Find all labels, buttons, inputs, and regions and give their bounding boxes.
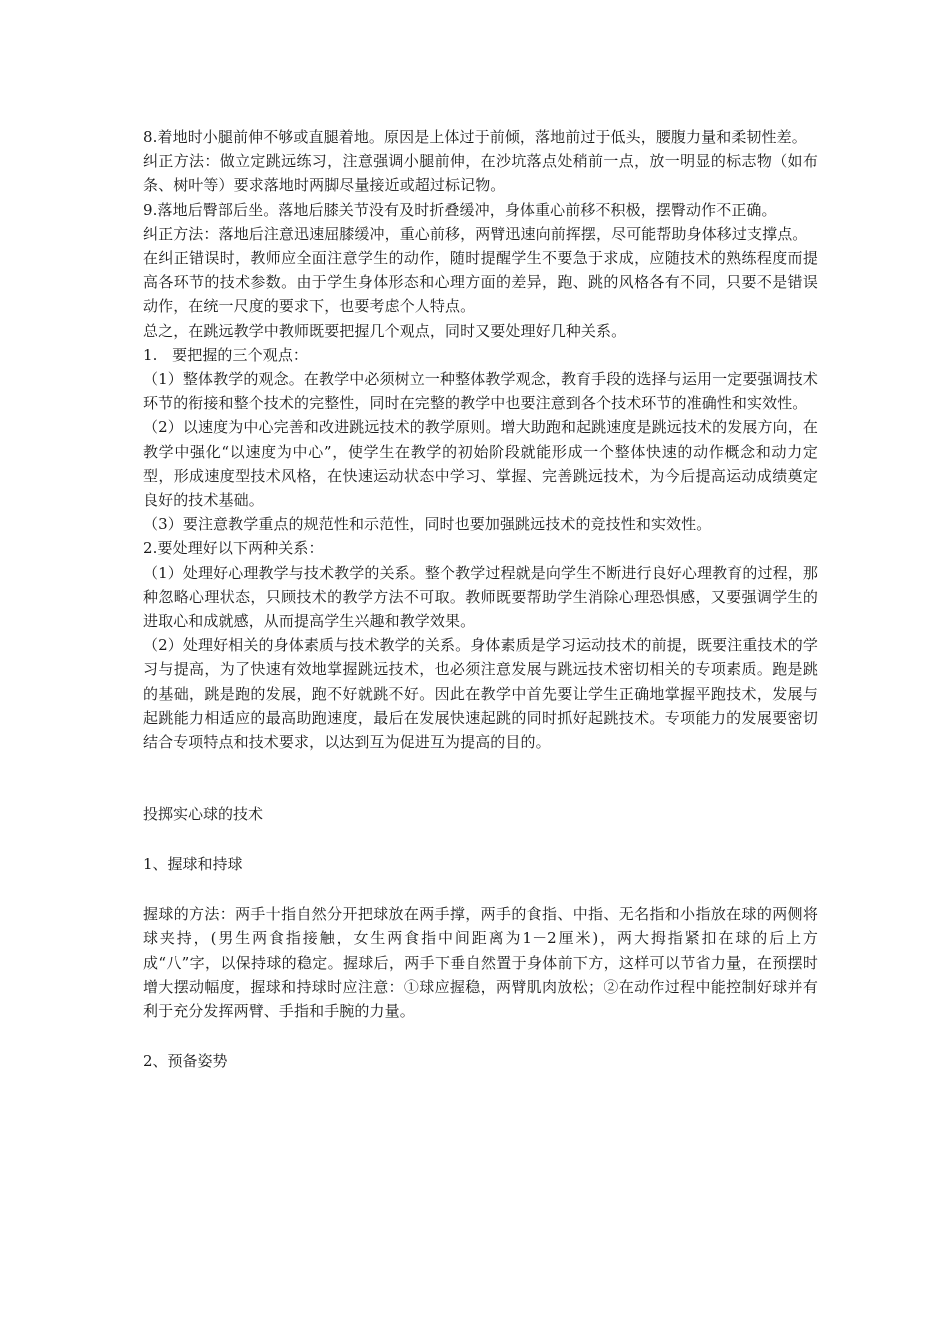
paragraph-viewpoint-2: （2）以速度为中心完善和改进跳远技术的教学原则。增大助跑和起跳速度是跳远技术的发展方向，在教学中强化“以速度为中心”，使学生在教学的初始阶段就能形成一个整体快速的动作概念和动力定型，形成速度型技术风格，在快速运动状态中学习、掌握、完善跳远技术，为今后提高运动成绩奠定良好的技术基础。 — [143, 418, 818, 510]
paragraph-landing-error-9: 9.落地后臀部后坐。落地后膝关节没有及时折叠缓冲，身体重心前移不积极，摆臀动作不正确。 — [143, 200, 777, 219]
paragraph-grip-method: 握球的方法：两手十指自然分开把球放在两手撑，两手的食指、中指、无名指和小指放在球的两侧将球夹持，(男生两食指接触，女生两食指中间距离为1－2厘米)，两大拇指紧扣在球的后上方成“八”字，以保持球的稳定。握球后，两手下垂自然置于身体前下方，这样可以节省力量，在预摆时增大摆动幅度，握球和持球时应注意：①球应握稳，两臂肌肉放松；②在动作过程中能控制好球并有利于充分发挥两臂、手指和手腕的力量。 — [143, 905, 818, 1021]
paragraph-correction-8: 纠正方法：做立定跳远练习，注意强调小腿前伸，在沙坑落点处稍前一点，放一明显的标志物（如布条、树叶等）要求落地时两脚尽量接近或超过标记物。 — [143, 152, 818, 195]
spacer — [143, 1023, 818, 1049]
subsection-title-ready-position: 2、预备姿势 — [143, 1052, 228, 1071]
paragraph-teacher-guidance: 在纠正错误时，教师应全面注意学生的动作，随时提醒学生不要急于求成，应随技术的熟练程度而提高各环节的技术参数。由于学生身体形态和心理方面的差异，跑、跳的风格各有不同，只要不是错误动作，在统一尺度的要求下，也要考虑个人特点。 — [143, 249, 818, 316]
paragraph-two-relations-heading: 2.要处理好以下两种关系： — [143, 539, 324, 558]
spacer — [143, 826, 818, 852]
spacer — [143, 876, 818, 902]
paragraph-three-viewpoints-heading: 1. 要把握的三个观点： — [143, 345, 309, 364]
document-page — [143, 125, 818, 1073]
paragraph-viewpoint-3: （3）要注意教学重点的规范性和示范性，同时也要加强跳远技术的竞技性和实效性。 — [143, 515, 712, 534]
paragraph-landing-error-8: 8.着地时小腿前伸不够或直腿着地。原因是上体过于前倾，落地前过于低头，腰腹力量和柔韧性差。 — [143, 128, 807, 146]
paragraph-correction-9: 纠正方法：落地后注意迅速屈膝缓冲，重心前移，两臂迅速向前挥摆，尽可能帮助身体移过支撑点。 — [143, 224, 808, 243]
paragraph-relation-1: （1）处理好心理教学与技术教学的关系。整个教学过程就是向学生不断进行良好心理教育的过程，那种忽略心理状态，只顾技术的教学方法不可取。教师既要帮助学生消除心理恐惧感，又要强调学生的进取心和成就感，从而提高学生兴趣和教学效果。 — [143, 563, 818, 631]
paragraph-relation-2: （2）处理好相关的身体素质与技术教学的关系。身体素质是学习运动技术的前提，既要注重技术的学习与提高，为了快速有效地掌握跳远技术，也必须注意发展与跳远技术密切相关的专项素质。跑是跳的基础，跳是跑的发展，跑不好就跳不好。因此在教学中首先要让学生正确地掌握平跑技术，发展与起跳能力相适应的最高助跑速度，最后在发展快速起跳的同时抓好起跳技术。专项能力的发展要密切结合专项特点和技术要求，以达到互为促进互为提高的目的。 — [143, 636, 818, 752]
section-title: 投掷实心球的技术 — [143, 805, 264, 824]
paragraph-viewpoint-1: （1）整体教学的观念。在教学中必须树立一种整体教学观念，教育手段的选择与运用一定要强调技术环节的衔接和整个技术的完整性，同时在完整的教学中也要注意到各个技术环节的准确性和实效性。 — [143, 370, 818, 413]
subsection-title-grip: 1、握球和持球 — [143, 855, 243, 874]
paragraph-summary: 总之，在跳远教学中教师既要把握几个观点，同时又要处理好几种关系。 — [143, 321, 627, 340]
spacer — [143, 754, 818, 802]
